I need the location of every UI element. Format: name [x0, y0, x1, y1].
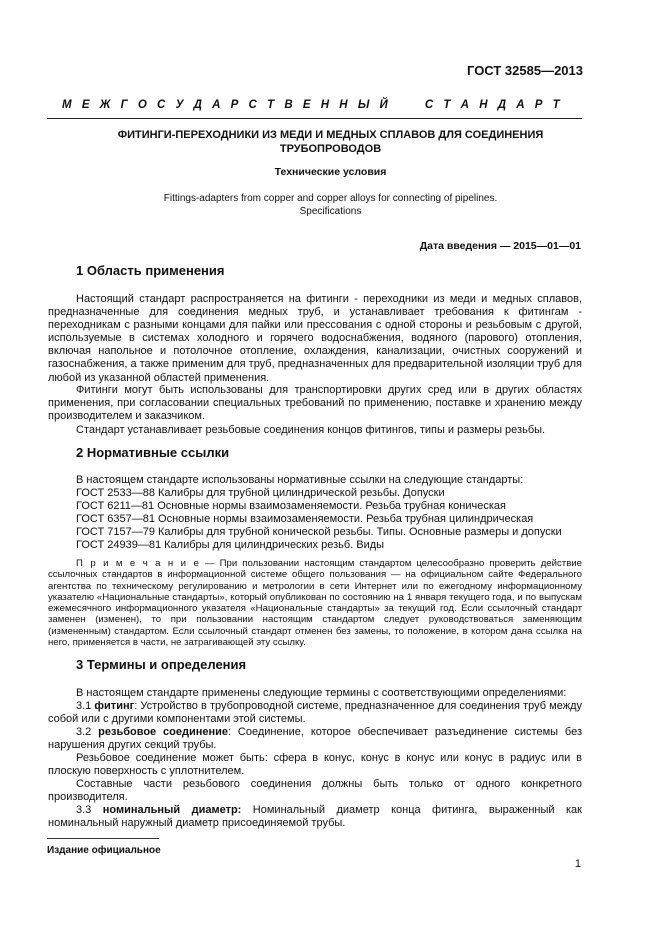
note-text: — При пользовании настоящим стандартом целесообразно проверить действие ссылочных стандартов в информационной системе общего пользования — на официальном сайте Федерального агентства по техническому регулированию и метрологии в сети Интернет или по ежегодному информационному указателю «Национальные стандарты», который опубликован по состоянию на 1 января текущего года, и по выпускам ежемесячного информационного указателя «Национальные стандарты» за текущий год. Если ссылочный стандарт заменен (изменен), то при пользовании настоящим стандартом следует руководствоваться заменяющим (измененным) стандартом. Если ссылочный стандарт отменен без замены, то положение, в котором дана ссылка на него, применяется в части, не затрагивающей эту ссылку. — [48, 558, 582, 649]
banner-letter: Е — [81, 99, 90, 111]
section-3-paragraph-b: Составные части резьбового соединения должны быть только от одного конкретного производителя. — [48, 778, 582, 804]
term-name: резьбовое соединение — [98, 726, 228, 738]
term-number: 3.1 — [76, 700, 95, 712]
document-subtitle: Технические условия — [274, 166, 387, 178]
banner-letter — [398, 99, 401, 111]
banner-letter: У — [175, 99, 184, 111]
banner-letter: Д — [497, 99, 507, 111]
reference-item: ГОСТ 7157—79 Калибры для трубной конической резьбы. Типы. Основные размеры и допуски — [76, 526, 562, 538]
section-2-heading: 2 Нормативные ссылки — [76, 445, 230, 460]
term-number: 3.2 — [76, 726, 99, 738]
document-title — [60, 128, 601, 156]
term-3-3 — [48, 804, 582, 830]
banner-letter: А — [460, 99, 469, 111]
banner-letter: Н — [479, 99, 488, 111]
english-title-line-1: Fittings-adapters from copper and copper alloys for connecting of pipelines. — [163, 193, 498, 204]
banner-letter: Т — [267, 99, 275, 111]
term-3-2 — [48, 726, 582, 752]
banner-letter: М — [62, 99, 72, 111]
banner-letter: Р — [230, 99, 239, 111]
english-title-line-2: Specifications — [299, 206, 362, 217]
banner-letter: В — [284, 99, 293, 111]
term-definition: : Устройство в трубопроводной системе, предназначенное для соединения труб между собой или с другими компонентами этой системы. — [48, 700, 582, 726]
banner-letter: А — [516, 99, 525, 111]
term-definition: : Соединение, которое обеспечивает разъединение системы без нарушения других секций трубы. — [48, 726, 582, 752]
banner-letter: Т — [552, 99, 560, 111]
banner-letter: Р — [534, 99, 543, 111]
section-3-intro: В настоящем стандарте применены следующие термины с соответствующими определениями: — [76, 687, 567, 699]
banner-letter: Ы — [357, 99, 370, 111]
title-line-1: ФИТИНГИ-ПЕРЕХОДНИКИ ИЗ МЕДИ И МЕДНЫХ СПЛАВОВ ДЛЯ СОЕДИНЕНИЯ — [117, 129, 544, 141]
banner-letter — [411, 99, 414, 111]
banner-letter: Г — [120, 99, 128, 111]
section-1-paragraph-3: Стандарт устанавливает резьбовые соединения концов фитингов, типы и размеры резьбы. — [76, 424, 546, 436]
title-line-2: ТРУБОПРОВОДОВ — [279, 143, 382, 155]
interstate-standard-banner — [62, 99, 560, 111]
section-3-paragraph-a: Резьбовое соединение может быть: сфера в конус, конус в конус или конус в радиус или в плоскую поверхность с уплотнителем. — [48, 752, 582, 778]
term-definition: Номинальный диаметр конца фитинга, выраженный как номинальный наружный диаметр присоединяемой трубы. — [48, 804, 582, 830]
header-rule — [47, 118, 582, 119]
section-1-heading: 1 Область применения — [76, 263, 225, 278]
term-name: номинальный диаметр: — [102, 804, 242, 816]
banner-letter: Ж — [99, 99, 111, 111]
term-name: фитинг — [94, 700, 135, 712]
banner-letter: С — [424, 99, 434, 111]
reference-item: ГОСТ 24939—81 Калибры для цилиндрических резьб. Виды — [76, 539, 385, 551]
section-1-paragraph-1: Настоящий стандарт распространяется на фитинги - переходники из меди и медных сплавов, предназначенные для соединения медных труб, и устанавливает требования к фитингам - переходникам с разными концами для пайки или прессования с одной стороны и резьбовым с другой, используемые в системах холодного и горячего водоснабжения, водяного (парового) отопления, включая напольное и потолочное отопление, охлаждения, канализации, очистных сооружений и газоснабжения, а также применим для труб, предназначенных для предварительной изоляции труб для любой из указанной областей применения. — [48, 293, 582, 384]
banner-letter: Д — [193, 99, 202, 111]
standard-code: ГОСТ 32585—2013 — [467, 63, 583, 78]
reference-item: ГОСТ 6357—81 Основные нормы взаимозаменяемости. Резьба трубная цилиндрическая — [76, 513, 534, 525]
banner-letter: О — [137, 99, 147, 111]
page-number: 1 — [574, 858, 581, 870]
note-lead: П р и м е ч а н и е — [76, 558, 200, 569]
term-3-1 — [48, 700, 582, 726]
introduction-date: Дата введения — 2015—01—01 — [419, 240, 581, 252]
edition-label: Издание официальное — [47, 845, 161, 856]
reference-item: ГОСТ 2533—88 Калибры для трубной цилиндрической резьбы. Допуски — [76, 487, 445, 499]
banner-letter: Н — [339, 99, 348, 111]
reference-note — [48, 558, 582, 648]
banner-letter: Е — [302, 99, 311, 111]
banner-letter: Н — [320, 99, 330, 111]
banner-letter: Й — [379, 99, 388, 111]
section-3-heading: 3 Термины и определения — [76, 657, 247, 672]
banner-letter: А — [212, 99, 221, 111]
section-1-paragraph-2: Фитинги могут быть использованы для транспортировки других сред или в других областях применения, при согласовании специальных требований по применению, поставке и хранению между производителем и заказчиком. — [48, 384, 582, 423]
english-title — [60, 192, 601, 218]
banner-letter: Т — [443, 99, 451, 111]
banner-letter: С — [248, 99, 257, 111]
section-2-intro: В настоящем стандарте использованы нормативные ссылки на следующие стандарты: — [76, 474, 524, 486]
term-number: 3.3 — [76, 804, 103, 816]
banner-letter: С — [157, 99, 166, 111]
reference-item: ГОСТ 6211—81 Основные нормы взаимозаменяемости. Резьба трубная коническая — [76, 500, 506, 512]
footer-rule — [47, 838, 159, 839]
